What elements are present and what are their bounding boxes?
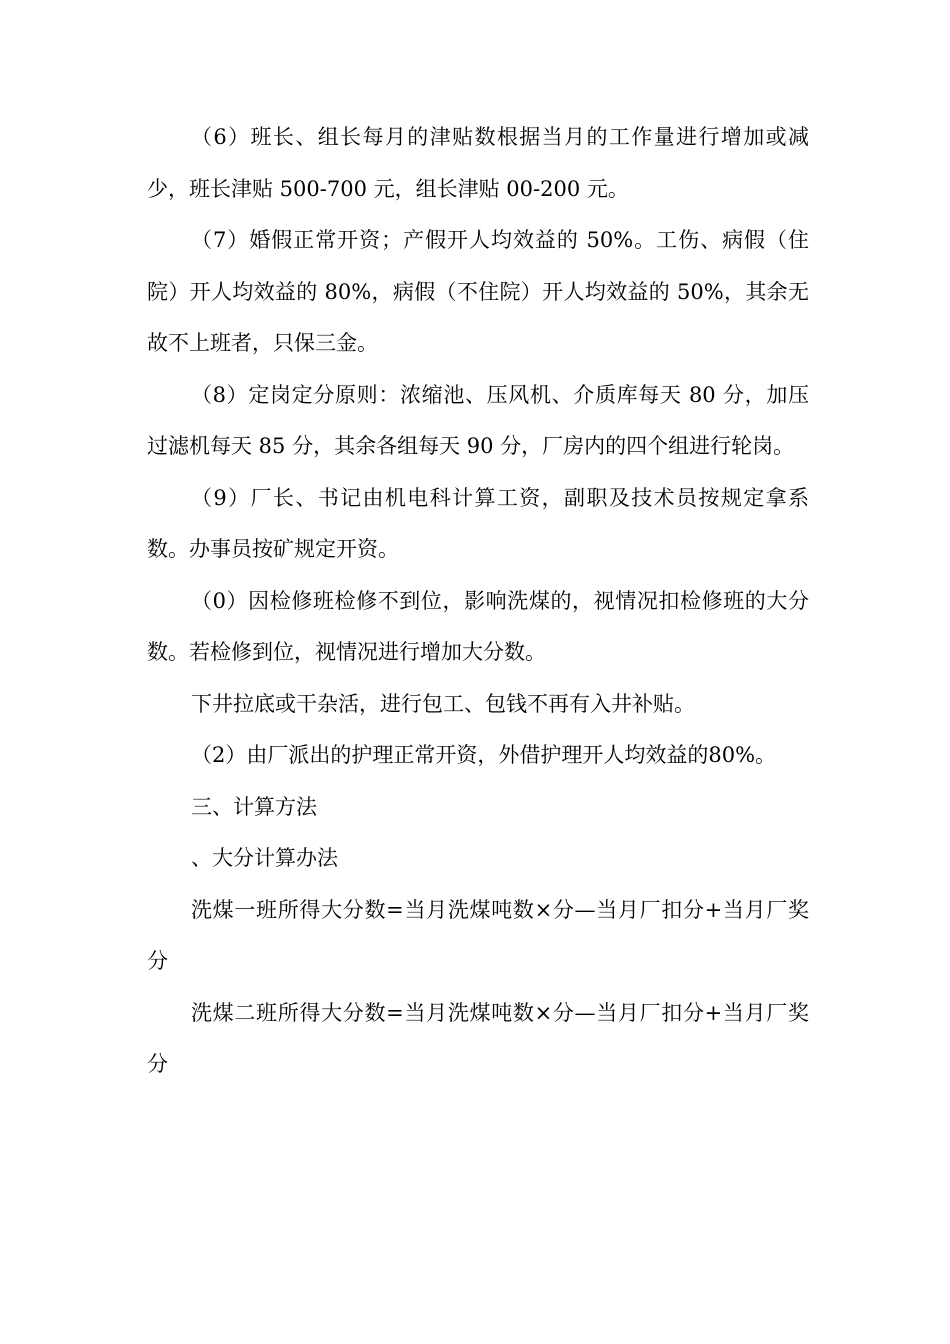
document-body: [147, 112, 809, 1091]
paragraph-allowance: （6）班长、组长每月的津贴数根据当月的工作量进行增加或减少，班长津贴 500-700 元，组长津贴 00-200 元。: [147, 125, 809, 201]
paragraph-maintenance: （0）因检修班检修不到位，影响洗煤的，视情况扣检修班的大分数。若检修到位，视情况进行增加大分数。: [147, 588, 809, 664]
paragraph-leave-pay: （7）婚假正常开资；产假开人均效益的 50%。工伤、病假（住院）开人均效益的 80%，病假（不住院）开人均效益的 50%，其余无故不上班者，只保三金。: [147, 228, 809, 355]
section-heading-calculation: 三、计算方法: [191, 794, 317, 819]
formula-shift-one: 洗煤一班所得大分数=当月洗煤吨数×分—当月厂扣分+当月厂奖分: [147, 897, 809, 973]
paragraph-post-points: （8）定岗定分原则：浓缩池、压风机、介质库每天 80 分，加压过滤机每天 85 分，其余各组每天 90 分，厂房内的四个组进行轮岗。: [147, 382, 809, 458]
formula-shift-two: 洗煤二班所得大分数=当月洗煤吨数×分—当月厂扣分+当月厂奖分: [147, 1000, 809, 1076]
paragraph-underground: 下井拉底或干杂活，进行包工、包钱不再有入井补贴。: [191, 691, 695, 716]
paragraph-managers-pay: （9）厂长、书记由机电科计算工资，副职及技术员按规定拿系数。办事员按矿规定开资。: [147, 485, 809, 561]
subheading-points-method: 、大分计算办法: [191, 846, 338, 870]
paragraph-nursing: （2）由厂派出的护理正常开资，外借护理开人均效益的80%。: [191, 743, 777, 767]
